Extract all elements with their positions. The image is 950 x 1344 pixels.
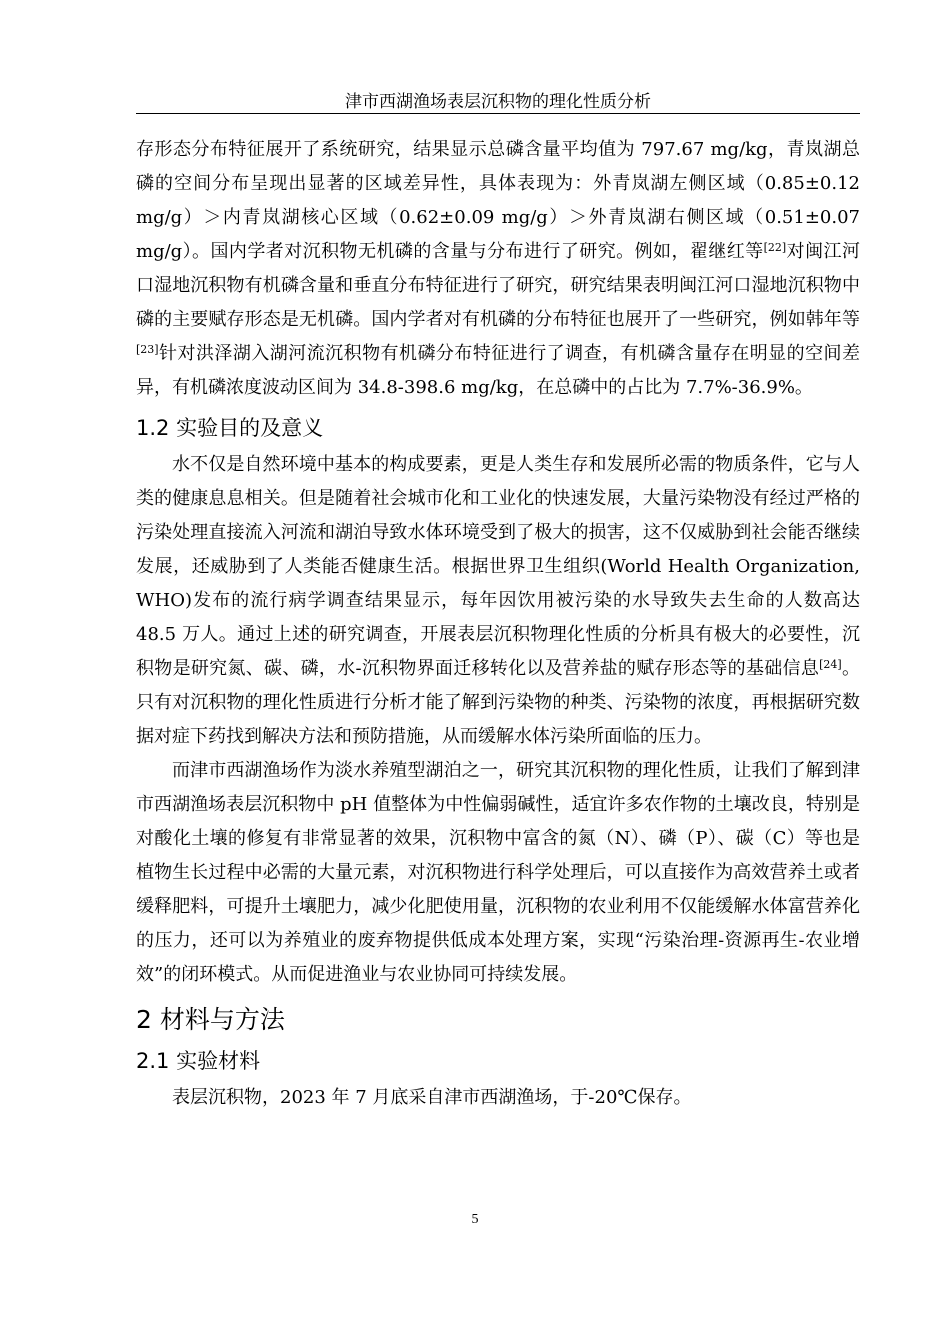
running-header: 津市西湖渔场表层沉积物的理化性质分析 [345,92,651,112]
paragraph-text: 对闽江河口湿地沉积物有机磷含量和垂直分布特征进行了研究，研究结果表明闽江河口湿地沉积物中磷的主要赋存形态是无机磷。国内学者对有机磷的分布特征也展开了一些研究，例如韩年等 [136,241,860,330]
paragraph-text: 存形态分布特征展开了系统研究，结果显示总磷含量平均值为 797.67 mg/kg，青岚湖总磷的空间分布呈现出显著的区域差异性，具体表现为：外青岚湖左侧区域（0.85±0.12 mg/g）＞内青岚湖核心区域（0.62±0.09 mg/g）＞外青岚湖右侧区域（0.51±0.07 mg/g）。国内学者对沉积物无机磷的含量与分布进行了研究。例如，翟继红等 [136,139,860,262]
paragraph-text: 水不仅是自然环境中基本的构成要素，更是人类生存和发展所必需的物质条件，它与人类的健康息息相关。但是随着社会城市化和工业化的快速发展，大量污染物没有经过严格的污染处理直接流入河流和湖泊导致水体环境受到了极大的损害，这不仅威胁到社会能否继续发展，还威胁到了人类能否健康生活。根据世界卫生组织(World Health Organization, WHO)发布的流行病学调查结果显示，每年因饮用被污染的水导致失去生命的人数高达 48.5 万人。通过上述的研究调查，开展表层沉积物理化性质的分析具有极大的必要性，沉积物是研究氮、碳、磷，水-沉积物界面迁移转化以及营养盐的赋存形态等的基础信息 [136,454,860,679]
paragraph-text: 针对洪泽湖入湖河流沉积物有机磷分布特征进行了调查，有机磷含量存在明显的空间差异，有机磷浓度波动区间为 34.8-398.6 mg/kg，在总磷中的占比为 7.7%-36.9%。 [136,343,860,398]
section-heading-2: 2 材料与方法 [136,1005,285,1034]
header-rule [136,113,860,114]
paragraph-purpose [136,448,860,754]
paragraph-materials: 表层沉积物，2023 年 7 月底采自津市西湖渔场，于-20℃保存。 [172,1087,692,1108]
paragraph-text: 。只有对沉积物的理化性质进行分析才能了解到污染物的种类、污染物的浓度，再根据研究数据对症下药找到解决方法和预防措施，从而缓解水体污染所面临的压力。 [136,658,861,747]
section-heading-1-2: 1.2 实验目的及意义 [136,416,324,440]
page-body [136,133,860,1115]
section-heading-2-1: 2.1 实验材料 [136,1049,261,1073]
citation-24: [24] [819,658,842,671]
paragraph-significance: 而津市西湖渔场作为淡水养殖型湖泊之一，研究其沉积物的理化性质，让我们了解到津市西湖渔场表层沉积物中 pH 值整体为中性偏弱碱性，适宜许多农作物的土壤改良，特别是对酸化土壤的修复有非常显著的效果，沉积物中富含的氮（N）、磷（P）、碳（C）等也是植物生长过程中必需的大量元素，对沉积物进行科学处理后，可以直接作为高效营养土或者缓释肥料，可提升土壤肥力，减少化肥使用量，沉积物的农业利用不仅能缓解水体富营养化的压力，还可以为养殖业的废弃物提供低成本处理方案，实现“污染治理-资源再生-农业增效”的闭环模式。从而促进渔业与农业协同可持续发展。 [136,760,860,985]
page-number: 5 [471,1212,479,1227]
citation-23: [23] [136,343,159,356]
citation-22: [22] [763,241,787,254]
paragraph-phosphorus-review [136,133,860,405]
